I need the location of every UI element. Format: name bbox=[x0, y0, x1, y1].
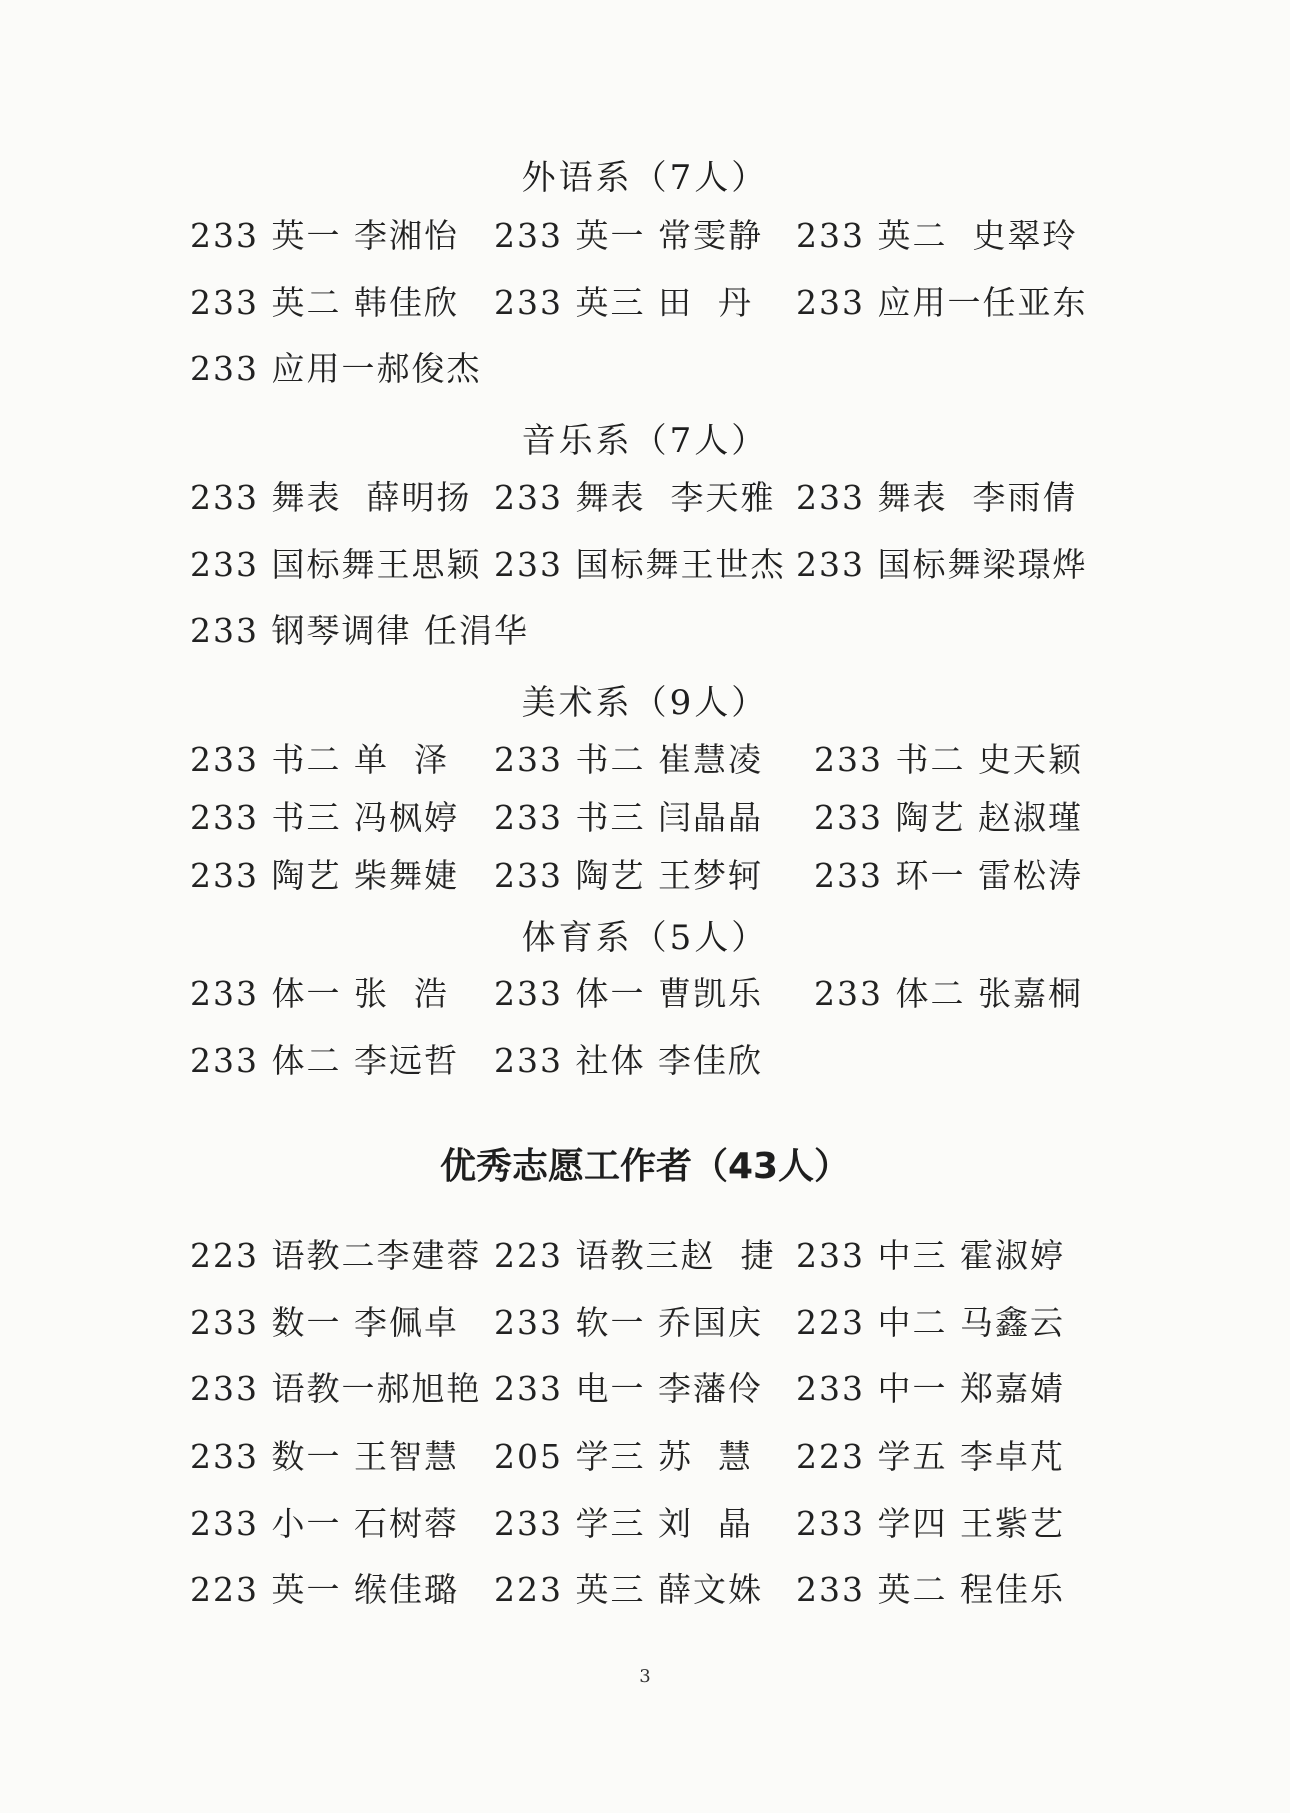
list-item: 233 钢琴调律 任涓华 bbox=[190, 611, 529, 650]
list-item: 233 体一 曹凯乐 bbox=[494, 974, 763, 1013]
list-item: 223 语教三赵 捷 bbox=[494, 1236, 776, 1275]
list-item: 223 英一 缑佳璐 bbox=[190, 1570, 459, 1609]
list-item: 223 英三 薛文姝 bbox=[494, 1570, 763, 1609]
list-item: 233 国标舞梁璟烨 bbox=[796, 545, 1088, 584]
list-item: 233 舞表 李雨倩 bbox=[796, 478, 1078, 517]
list-item: 233 应用一任亚东 bbox=[796, 283, 1088, 322]
list-item: 233 社体 李佳欣 bbox=[494, 1041, 763, 1080]
list-item: 233 学四 王紫艺 bbox=[796, 1504, 1065, 1543]
list-item: 233 英一 李湘怡 bbox=[190, 216, 459, 255]
list-item: 233 国标舞王世杰 bbox=[494, 545, 786, 584]
list-item: 233 陶艺 赵淑瑾 bbox=[814, 798, 1083, 837]
list-item: 205 学三 苏 慧 bbox=[494, 1437, 753, 1476]
section-title-music: 音乐系（7人） bbox=[521, 421, 769, 461]
list-item: 233 书二 史天颖 bbox=[814, 740, 1083, 779]
section-title-physical-education: 体育系（5人） bbox=[521, 918, 769, 958]
list-item: 233 英二 史翠玲 bbox=[796, 216, 1078, 255]
list-item: 233 书三 冯枫婷 bbox=[190, 798, 459, 837]
list-item: 233 数一 李佩卓 bbox=[190, 1303, 459, 1342]
list-item: 233 陶艺 王梦轲 bbox=[494, 856, 763, 895]
list-item: 233 语教一郝旭艳 bbox=[190, 1369, 482, 1408]
list-item: 233 书二 单 泽 bbox=[190, 740, 449, 779]
list-item: 233 英三 田 丹 bbox=[494, 283, 753, 322]
list-item: 233 小一 石树蓉 bbox=[190, 1504, 459, 1543]
list-item: 233 体一 张 浩 bbox=[190, 974, 449, 1013]
list-item: 233 书三 闫晶晶 bbox=[494, 798, 763, 837]
page-number: 3 bbox=[639, 1666, 651, 1687]
list-item: 233 英二 程佳乐 bbox=[796, 1570, 1065, 1609]
list-item: 233 中三 霍淑婷 bbox=[796, 1236, 1065, 1275]
list-item: 223 语教二李建蓉 bbox=[190, 1236, 482, 1275]
list-item: 233 舞表 李天雅 bbox=[494, 478, 776, 517]
list-item: 233 英二 韩佳欣 bbox=[190, 283, 459, 322]
list-item: 233 电一 李藩伶 bbox=[494, 1369, 763, 1408]
list-item: 233 陶艺 柴舞婕 bbox=[190, 856, 459, 895]
section-title-fine-arts: 美术系（9人） bbox=[521, 683, 769, 723]
list-item: 233 书二 崔慧凌 bbox=[494, 740, 763, 779]
list-item: 223 学五 李卓芃 bbox=[796, 1437, 1065, 1476]
list-item: 233 英一 常雯静 bbox=[494, 216, 763, 255]
section-title-foreign-languages: 外语系（7人） bbox=[521, 158, 769, 198]
list-item: 233 数一 王智慧 bbox=[190, 1437, 459, 1476]
list-item: 233 中一 郑嘉婧 bbox=[796, 1369, 1065, 1408]
list-item: 233 体二 张嘉桐 bbox=[814, 974, 1083, 1013]
list-item: 233 应用一郝俊杰 bbox=[190, 349, 482, 388]
list-item: 233 国标舞王思颖 bbox=[190, 545, 482, 584]
list-item: 223 中二 马鑫云 bbox=[796, 1303, 1065, 1342]
volunteers-title: 优秀志愿工作者（43人） bbox=[439, 1146, 851, 1187]
list-item: 233 环一 雷松涛 bbox=[814, 856, 1083, 895]
list-item: 233 学三 刘 晶 bbox=[494, 1504, 753, 1543]
list-item: 233 软一 乔国庆 bbox=[494, 1303, 763, 1342]
list-item: 233 体二 李远哲 bbox=[190, 1041, 459, 1080]
list-item: 233 舞表 薛明扬 bbox=[190, 478, 472, 517]
